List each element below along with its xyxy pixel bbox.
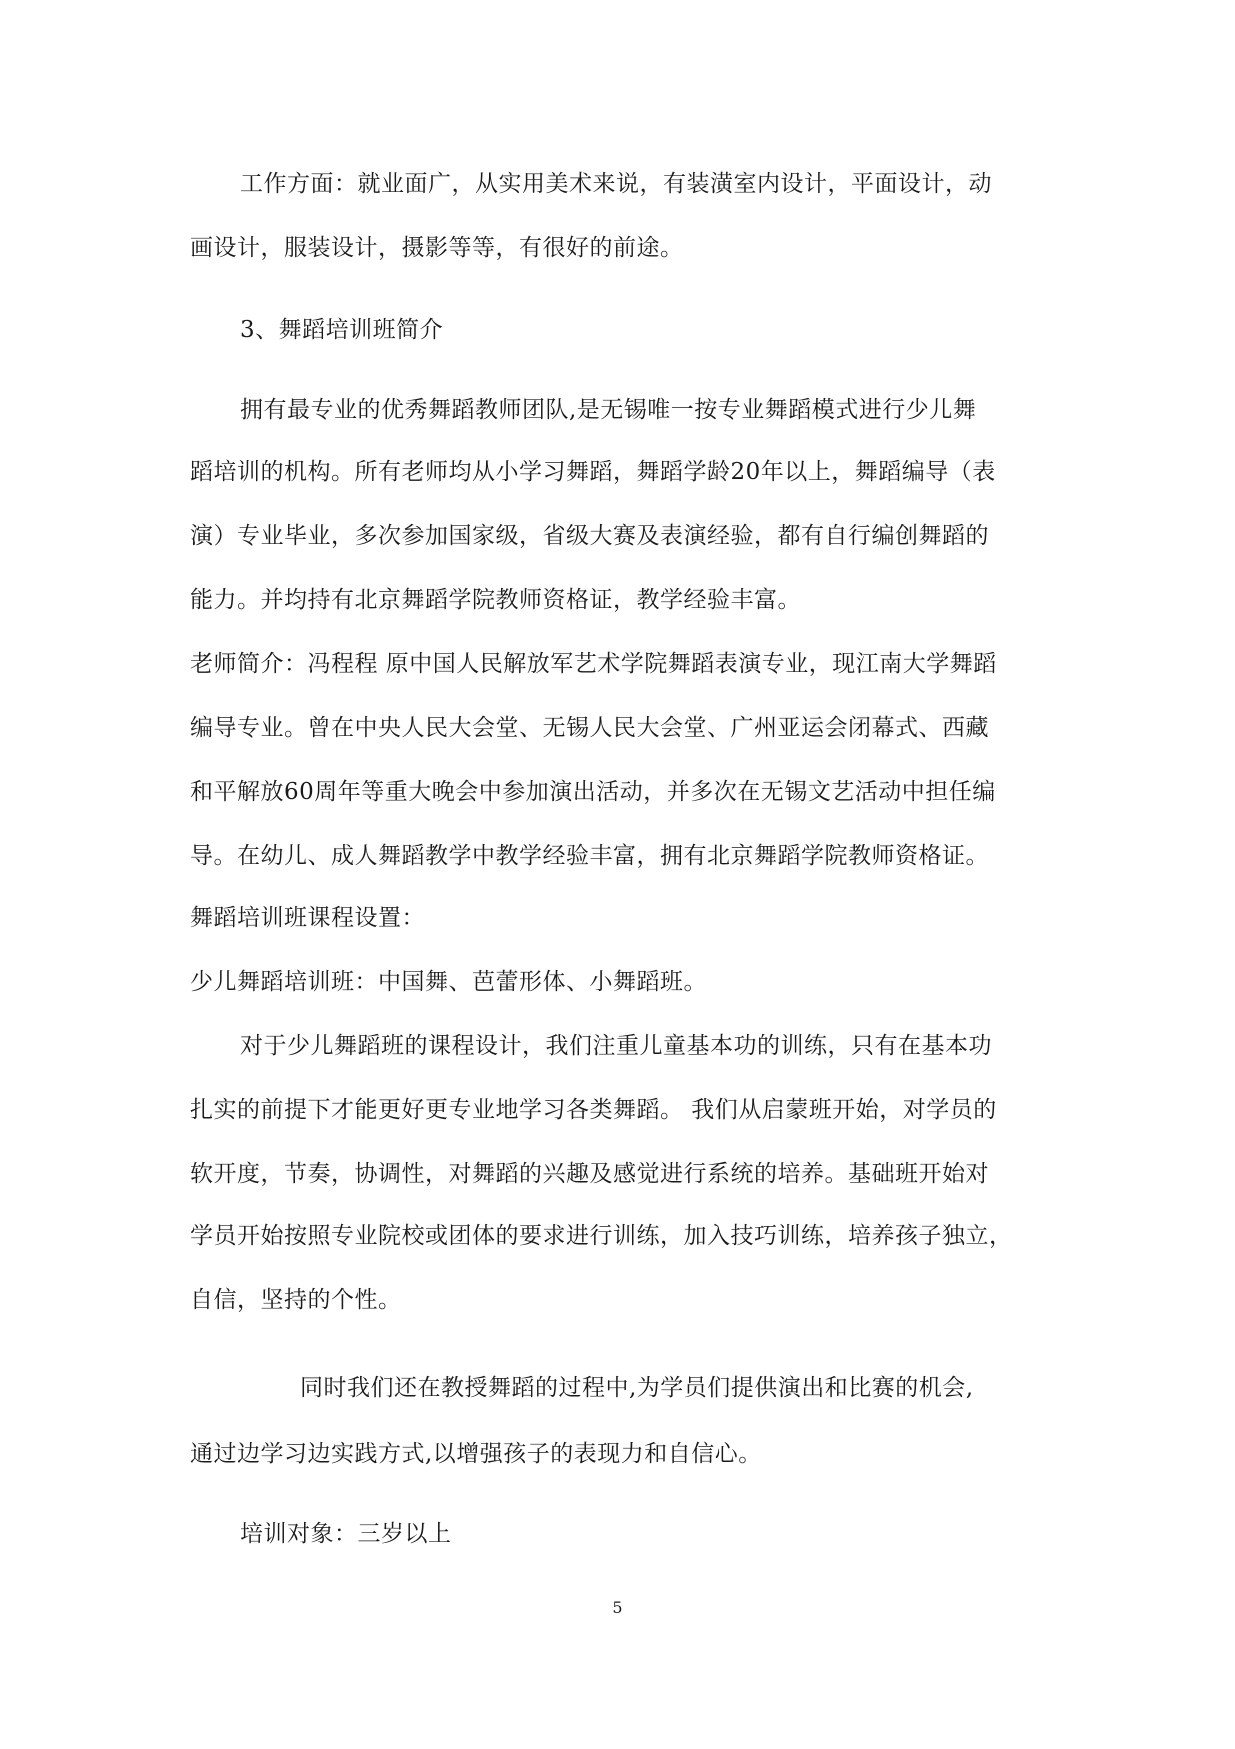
text-line: 自信，坚持的个性。 [190,1287,402,1313]
text-line: 扎实的前提下才能更好更专业地学习各类舞蹈。 我们从启蒙班开始，对学员的 [190,1097,997,1123]
text-line: 舞蹈培训班课程设置： [190,905,425,931]
text-line: 画设计，服装设计，摄影等等，有很好的前途。 [190,235,684,261]
text-line: 导。在幼儿、成人舞蹈教学中教学经验丰富，拥有北京舞蹈学院教师资格证。 [190,843,989,869]
text-line: 老师简介：冯程程 原中国人民解放军艺术学院舞蹈表演专业，现江南大学舞蹈 [190,651,997,677]
text-line: 工作方面：就业面广，从实用美术来说，有装潢室内设计，平面设计，动 [240,171,992,197]
text-line: 拥有最专业的优秀舞蹈教师团队,是无锡唯一按专业舞蹈模式进行少儿舞 [240,397,977,423]
text-line: 能力。并均持有北京舞蹈学院教师资格证，教学经验丰富。 [190,587,801,613]
text-line: 通过边学习边实践方式,以增强孩子的表现力和自信心。 [190,1441,762,1467]
text-line: 培训对象：三岁以上 [240,1521,452,1547]
text-line: 蹈培训的机构。所有老师均从小学习舞蹈，舞蹈学龄20年以上，舞蹈编导（表 [190,459,996,485]
text-line: 编导专业。曾在中央人民大会堂、无锡人民大会堂、广州亚运会闭幕式、西藏 [190,715,989,741]
section-heading: 3、舞蹈培训班简介 [240,317,444,343]
text-line: 同时我们还在教授舞蹈的过程中,为学员们提供演出和比赛的机会, [300,1375,974,1401]
text-line: 软开度，节奏，协调性，对舞蹈的兴趣及感觉进行系统的培养。基础班开始对 [190,1161,989,1187]
page-number: 5 [612,1598,623,1617]
text-line: 和平解放60周年等重大晚会中参加演出活动，并多次在无锡文艺活动中担任编 [190,779,996,805]
text-line: 对于少儿舞蹈班的课程设计，我们注重儿童基本功的训练，只有在基本功 [240,1033,992,1059]
text-line: 少儿舞蹈培训班：中国舞、芭蕾形体、小舞蹈班。 [190,969,707,995]
text-line: 演）专业毕业，多次参加国家级，省级大赛及表演经验，都有自行编创舞蹈的 [190,523,989,549]
text-line: 学员开始按照专业院校或团体的要求进行训练，加入技巧训练，培养孩子独立， [190,1223,1013,1249]
